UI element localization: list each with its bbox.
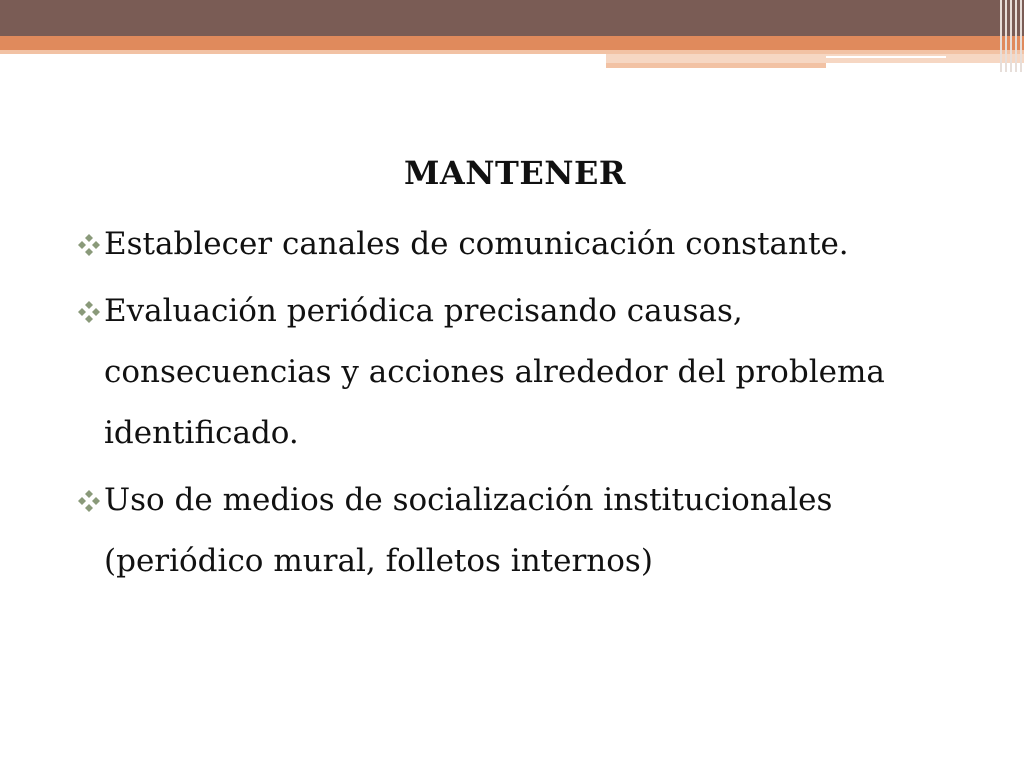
bullet-text: Uso de medios de socialización institucionales (periódico mural, folletos internos) <box>104 482 833 579</box>
slide-heading: MANTENER <box>404 154 626 192</box>
header-accent-strip <box>606 54 1024 63</box>
bullet-text: Establecer canales de comunicación constante. <box>104 226 849 262</box>
header-accent-strip-secondary <box>606 63 826 68</box>
bullet-text: Evaluación periódica precisando causas, consecuencias y acciones alrededor del problema identificado. <box>104 293 885 451</box>
header-band-dark <box>0 0 1024 36</box>
four-diamond-bullet-icon <box>76 214 102 275</box>
bullet-list <box>76 214 956 598</box>
header-band-orange <box>0 36 1024 50</box>
bullet-item <box>76 470 956 592</box>
four-diamond-bullet-icon <box>76 281 102 342</box>
header-accent-line <box>826 56 946 58</box>
header-side-lines <box>994 0 1024 72</box>
four-diamond-bullet-icon <box>76 470 102 531</box>
bullet-item <box>76 281 956 464</box>
bullet-item <box>76 214 956 275</box>
